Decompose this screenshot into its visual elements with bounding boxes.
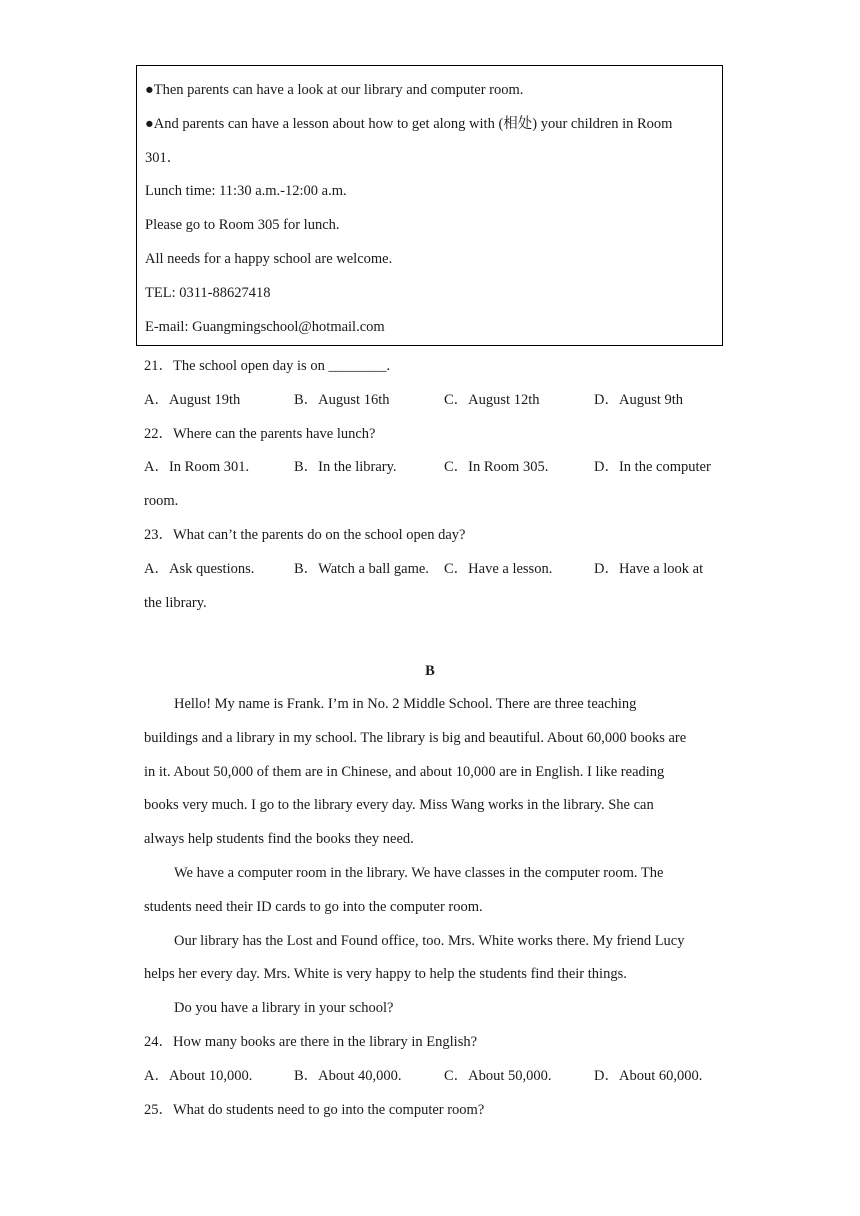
question-21-option-a: A．August 19th — [144, 392, 241, 408]
question-22-option-d: D．In the computer — [594, 459, 711, 475]
question-22-continuation: room. — [144, 493, 179, 509]
notice-box — [136, 65, 723, 346]
question-23-option-d: D．Have a look at — [594, 561, 704, 577]
question-23-option-b: B．Watch a ball game. — [294, 561, 429, 577]
question-24-option-d: D．About 60,000. — [594, 1068, 703, 1084]
notice-line: 301． — [145, 150, 182, 166]
question-23-option-a: A．Ask questions. — [144, 561, 255, 577]
passage-line: We have a computer room in the library. We have classes in the computer room. The — [174, 865, 664, 881]
notice-line: TEL: 0311-88627418 — [145, 285, 271, 301]
notice-line: E-mail: Guangmingschool@hotmail.com — [145, 319, 385, 335]
passage-line: books very much. I go to the library every day. Miss Wang works in the library. She can — [144, 797, 654, 813]
question-22-option-a: A．In Room 301. — [144, 459, 250, 475]
question-24-stem: 24．How many books are there in the library in English? — [144, 1034, 478, 1050]
question-24-option-a: A．About 10,000. — [144, 1068, 253, 1084]
question-22-stem: 22．Where can the parents have lunch? — [144, 426, 376, 442]
passage-line: students need their ID cards to go into the computer room. — [144, 899, 483, 915]
notice-line: Please go to Room 305 for lunch. — [145, 217, 340, 233]
passage-line: Hello! My name is Frank. I’m in No. 2 Middle School. There are three teaching — [174, 696, 637, 712]
passage-line: Do you have a library in your school? — [174, 1000, 394, 1016]
question-23-option-c: C．Have a lesson. — [444, 561, 553, 577]
question-24-option-b: B．About 40,000. — [294, 1068, 402, 1084]
question-22-option-b: B．In the library. — [294, 459, 397, 475]
question-23-stem: 23．What can’t the parents do on the school open day? — [144, 527, 466, 543]
notice-line: All needs for a happy school are welcome. — [145, 251, 393, 267]
notice-line: Lunch time: 11:30 a.m.-12:00 a.m. — [145, 183, 347, 199]
notice-line: ●And parents can have a lesson about how to get along with (相处) your children in Room — [145, 116, 673, 132]
question-23-continuation: the library. — [144, 595, 207, 611]
question-22-option-c: C．In Room 305. — [444, 459, 549, 475]
passage-line: buildings and a library in my school. The library is big and beautiful. About 60,000 books are — [144, 730, 687, 746]
section-b-heading: B — [425, 663, 435, 679]
notice-line: ●Then parents can have a look at our library and computer room. — [145, 82, 524, 98]
passage-line: in it. About 50,000 of them are in Chinese, and about 10,000 are in English. I like reading — [144, 764, 665, 780]
question-21-option-c: C．August 12th — [444, 392, 540, 408]
question-24-option-c: C．About 50,000. — [444, 1068, 552, 1084]
question-25-stem: 25．What do students need to go into the computer room? — [144, 1102, 485, 1118]
question-21-stem: 21．The school open day is on ________. — [144, 358, 391, 374]
passage-line: Our library has the Lost and Found office, too. Mrs. White works there. My friend Lucy — [174, 933, 685, 949]
passage-line: helps her every day. Mrs. White is very happy to help the students find their things. — [144, 966, 627, 982]
question-21-option-b: B．August 16th — [294, 392, 390, 408]
passage-line: always help students find the books they need. — [144, 831, 414, 847]
question-21-option-d: D．August 9th — [594, 392, 684, 408]
